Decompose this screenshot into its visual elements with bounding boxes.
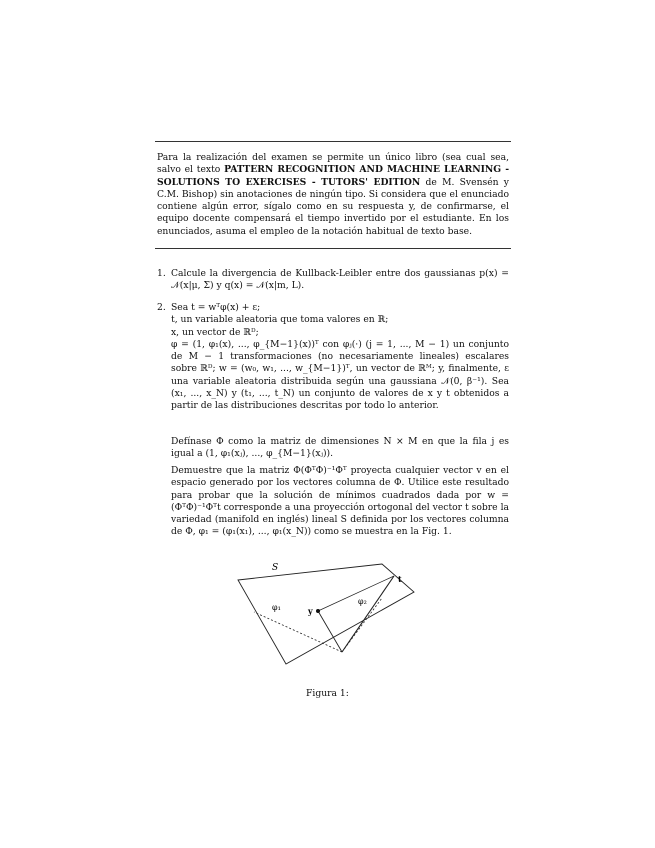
y-point [316, 609, 320, 613]
book-title: PATTERN RECOGNITION AND MACHINE LEARNING - SOLUTIONS TO EXERCISES - TUTORS' EDITION [157, 164, 510, 188]
x-definition: x, un vector de ℝᴰ; [171, 326, 259, 338]
exam-instructions [157, 152, 509, 238]
question-1-text: Calcule la divergencia de Kullback-Leibler entre dos gaussianas p(x) = 𝒩(x|μ, Σ) y q(x) = 𝒩(x|m, L). [171, 268, 509, 292]
phi-matrix-definition: Defínase Φ como la matriz de dimensiones N × M en que la fila j es igual a (1, φ₁(xⱼ), ..., φ_{M−1}(xⱼ)). [171, 436, 509, 460]
label-phi1: φ₁ [272, 603, 281, 612]
instructions-text-1: Para la realización del examen se permite un único libro (sea cual sea, salvo el texto [157, 152, 509, 176]
instructions-text-2: de M. Svensén y C.M. Bishop) sin anotaciones de ningún tipo. Si considera que el enunciado contiene algún error, sígalo como en su respuesta y, de confirmarse, el equipo docente compensará el tiempo invertido por el estudiante. En los enunciados, asuma el empleo de la notación habitual de texto base. [157, 176, 509, 237]
label-t: t [398, 574, 402, 584]
question-2-body [171, 302, 509, 413]
y-vector [318, 611, 342, 652]
label-phi2: φ₂ [358, 597, 367, 606]
label-y: y [308, 606, 313, 616]
label-S: S [272, 563, 279, 573]
projection-exercise: Demuestre que la matriz Φ(ΦᵀΦ)⁻¹Φᵀ proyecta cualquier vector v en el espacio generado por los vectores columna de Φ. Utilice este resultado para probar que la solución de mínimos cuadrados dada por w = (ΦᵀΦ)⁻¹Φᵀt corresponde a una proyección ortogonal del vector t sobre la variedad (manifold en inglés) lineal S definida por los vectores columna de Φ, φ₁ = (φ₁(x₁), ..., φ₁(x_N)) como se muestra en la Fig. 1. [171, 465, 509, 538]
t-definition: t, un variable aleatoria que toma valores en ℝ; [171, 314, 389, 326]
question-2-number: 2. [157, 302, 166, 313]
model-definition: Sea t = wᵀφ(x) + ε; [171, 302, 261, 313]
question-2 [157, 302, 509, 413]
projection-figure [232, 556, 422, 676]
phi-definition: φ = (1, φ₁(x), ..., φ_{M−1}(x))ᵀ con φⱼ(·) (j = 1, ..., M − 1) un conjunto de M − 1 transformaciones (no necesariamente lineales) escalares sobre ℝᴰ; w = (w₀, w₁, ..., w_{M−1})ᵀ, un vector de ℝᴹ; y, finalmente, ε una variable aleatoria distribuida según una gaussiana 𝒩(0, β⁻¹). Sea (x₁, ..., x_N) y (t₁, ..., t_N) un conjunto de valores de x y t obtenidos a partir de las distribuciones descritas por todo lo anterior. [171, 338, 509, 412]
top-rule [155, 141, 511, 142]
figure-caption: Figura 1: [306, 688, 349, 699]
t-vector [342, 576, 394, 652]
question-1 [157, 268, 509, 293]
bottom-rule [155, 248, 511, 249]
question-1-number: 1. [157, 268, 166, 279]
